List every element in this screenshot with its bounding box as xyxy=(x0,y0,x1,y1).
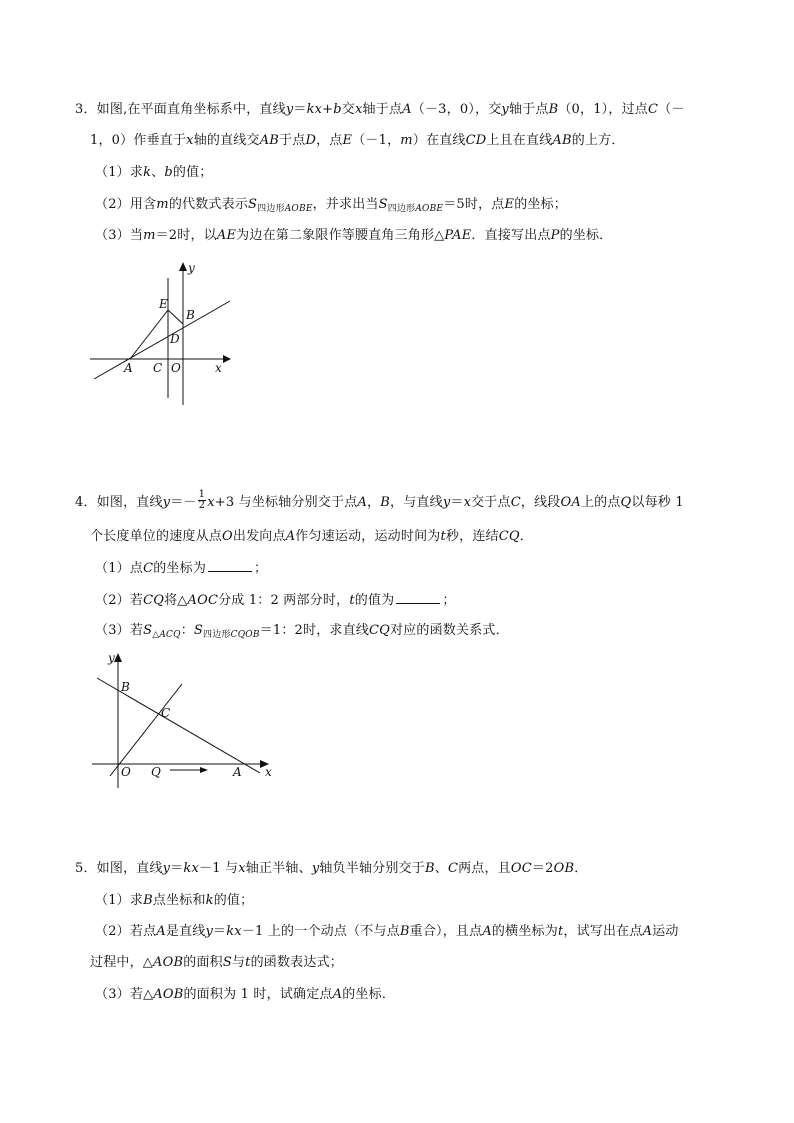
q4-label-x: x xyxy=(265,765,272,779)
q4-label-c: C xyxy=(161,706,171,720)
q4-line-oc xyxy=(110,684,182,776)
q3-label-e: E xyxy=(159,297,168,311)
q4-label-b: B xyxy=(121,680,130,694)
q3-label-y: y xyxy=(188,261,195,275)
q4-label-o: O xyxy=(121,765,131,779)
q5-part-2: （2）若点A是直线y＝kx－1 上的一个动点（不与点B重合），且点A的横坐标为t，试写出在点A运动 xyxy=(95,924,679,939)
q3-label-b: B xyxy=(186,308,195,322)
q3-label-d: D xyxy=(170,332,180,346)
q3-segment-eb xyxy=(168,310,183,324)
q4-fraction: $\frac{1}{2}$ xyxy=(198,489,206,511)
q4-figure xyxy=(88,648,288,793)
q3-y-arrow xyxy=(179,262,187,271)
q4-answer-blank-2[interactable] xyxy=(396,591,440,604)
q5-part-2-cont: 过程中，△AOB的面积S与t的函数表达式； xyxy=(90,955,343,970)
q4-line-2: 个长度单位的速度从点O出发向点A作匀速运动，运动时间为t秒，连结CQ． xyxy=(90,529,533,544)
q4-label-q: Q xyxy=(151,765,161,779)
q4-motion-arrow-head xyxy=(200,767,208,773)
q3-label-o: O xyxy=(171,361,181,375)
q3-figure xyxy=(85,258,245,408)
q3-segment-ae xyxy=(130,310,168,359)
q3-label-c: C xyxy=(153,361,163,375)
q3-label-a: A xyxy=(124,361,133,375)
q3-x-arrow xyxy=(223,355,231,363)
q4-label-y: y xyxy=(108,651,115,665)
q5-part-1: （1）求B点坐标和k的值； xyxy=(95,893,254,908)
q5-line-1: 5．如图，直线y＝kx－1 与x轴正半轴、y轴负半轴分别交于B、C两点，且OC＝2OB． xyxy=(75,861,588,876)
q5-part-3: （3）若△AOB的面积为 1 时，试确定点A的坐标． xyxy=(95,987,396,1002)
q4-y-arrow xyxy=(114,653,122,662)
q3-part-2: （2）用含m的代数式表示$S_{四边形AOBE}$，并求出当$S_{四边形AOBE}=5$时，点E的坐标； xyxy=(95,197,568,214)
q3-part-3: （3）当m＝2时，以AE为边在第二象限作等腰直角三角形△PAE．直接写出点P的坐标． xyxy=(95,228,613,243)
q4-part-3: （3）若$S_{\triangle ACQ}$：$S_{四边形CQOB}=1$：2时，求直线CQ对应的函数关系式． xyxy=(95,623,509,640)
q4-label-a: A xyxy=(233,765,242,779)
q4-part-1: （1）点C的坐标为 ； xyxy=(95,561,268,576)
q4-part-2: （2）若CQ将△AOC分成 1：2 两部分时，t的值为 ； xyxy=(95,593,456,608)
q4-answer-blank-1[interactable] xyxy=(208,559,252,572)
q3-line-1: 3．如图,在平面直角坐标系中，直线y＝kx+b交x轴于点A（－3，0），交y轴于点B（0，1），过点C（－ xyxy=(75,102,685,117)
q4-line-1: 4．如图，直线y＝－ $\frac{1}{2}$ x+3 与坐标轴分别交于点A，B，与直线y＝x交于点C，线段OA上的点Q以每秒 1 xyxy=(75,489,684,511)
q3-label-x: x xyxy=(215,361,222,375)
q3-part-1: （1）求k、b的值； xyxy=(95,165,213,180)
q3-line-2: 1，0）作垂直于x轴的直线交AB于点D，点E（－1，m）在直线CD上且在直线AB的上方． xyxy=(90,133,625,148)
